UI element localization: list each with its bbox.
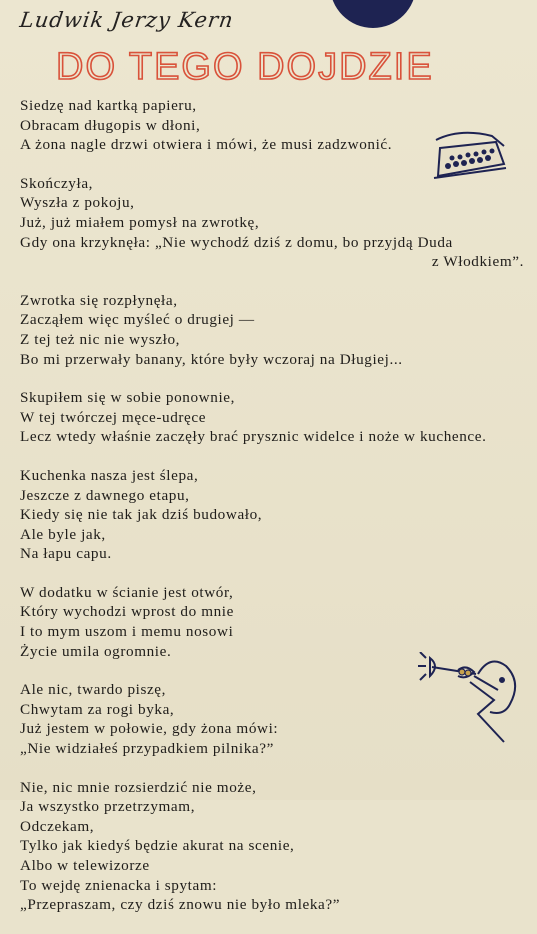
poem-line: A żona nagle drzwi otwiera i mówi, że musi zadzwonić.	[20, 136, 393, 154]
poem-line: Siedzę nad kartką papieru,	[20, 97, 197, 114]
poem-line: Gdy ona krzyknęła: „Nie wychodź dziś z domu, bo przyjdą Duda	[20, 233, 453, 251]
poem-line: Jeszcze z dawnego etapu,	[20, 486, 190, 504]
poem-line: W dodatku w ścianie jest otwór,	[20, 583, 234, 601]
poem-title: DO TEGO DOJDZIE	[56, 46, 434, 88]
poem-line: Obracam długopis w dłoni,	[20, 116, 201, 134]
author-name: Ludwik Jerzy Kern	[18, 8, 236, 32]
poem-line: Nie, nic mnie rozsierdzić nie może,	[20, 778, 257, 796]
poem-line: Tylko jak kiedyś będzie akurat na scenie,	[20, 837, 295, 855]
stanza	[20, 583, 530, 661]
poem-line: Życie umila ogromnie.	[20, 642, 172, 660]
poem-body	[20, 96, 530, 934]
poem-line: Kiedy się nie tak jak dziś budowało,	[20, 506, 263, 524]
poem-line: I to mym uszom i memu nosowi	[20, 623, 234, 641]
poem-line: Skończyła,	[20, 174, 94, 192]
poem-line: Ale nic, twardo piszę,	[20, 681, 167, 699]
poem-line: „Przepraszam, czy dziś znowu nie było mleka?”	[20, 896, 341, 914]
stanza	[20, 174, 530, 272]
trumpet-player-icon	[418, 652, 528, 752]
poem-line: Chwytam za rogi byka,	[20, 700, 175, 718]
stanza	[20, 388, 530, 447]
poem-line: „Nie widziałeś przypadkiem pilnika?”	[20, 740, 274, 758]
typewriter-icon	[430, 130, 510, 188]
poem-line: Wyszła z pokoju,	[20, 194, 135, 212]
poem-line: Skupiłem się w sobie ponownie,	[20, 389, 235, 407]
poem-line: Bo mi przerwały banany, które były wczoraj na Długiej...	[20, 350, 403, 368]
poem-line: Na łapu capu.	[20, 545, 112, 563]
poem-line: Ja wszystko przetrzymam,	[20, 798, 196, 816]
stanza	[20, 466, 530, 564]
stanza	[20, 291, 530, 369]
poem-line: z Włodkiem”.	[431, 253, 524, 271]
poem-line: Który wychodzi wprost do mnie	[20, 603, 234, 621]
poem-line: To wejdę znienacka i spytam:	[20, 876, 218, 894]
poem-line: Już, już miałem pomysł na zwrotkę,	[20, 213, 260, 231]
poem-line: Zwrotka się rozpłynęła,	[20, 291, 178, 309]
poem-line: Odczekam,	[20, 817, 95, 835]
poem-line: Kuchenka nasza jest ślepa,	[20, 466, 199, 484]
stanza	[20, 778, 530, 915]
poem-line: W tej twórczej męce-udręce	[20, 408, 207, 426]
poem-line: Ale byle jak,	[20, 525, 106, 543]
poem-line: Albo w telewizorze	[20, 857, 150, 874]
poem-line: Już jestem w połowie, gdy żona mówi:	[20, 720, 279, 738]
poem-line: Lecz wtedy właśnie zaczęły brać prysznic widelce i noże w kuchence.	[20, 428, 487, 446]
decorative-blue-disc	[330, 0, 416, 28]
poem-line: Z tej też nic nie wyszło,	[20, 330, 181, 348]
poem-line: Zacząłem więc myśleć o drugiej —	[20, 311, 255, 329]
